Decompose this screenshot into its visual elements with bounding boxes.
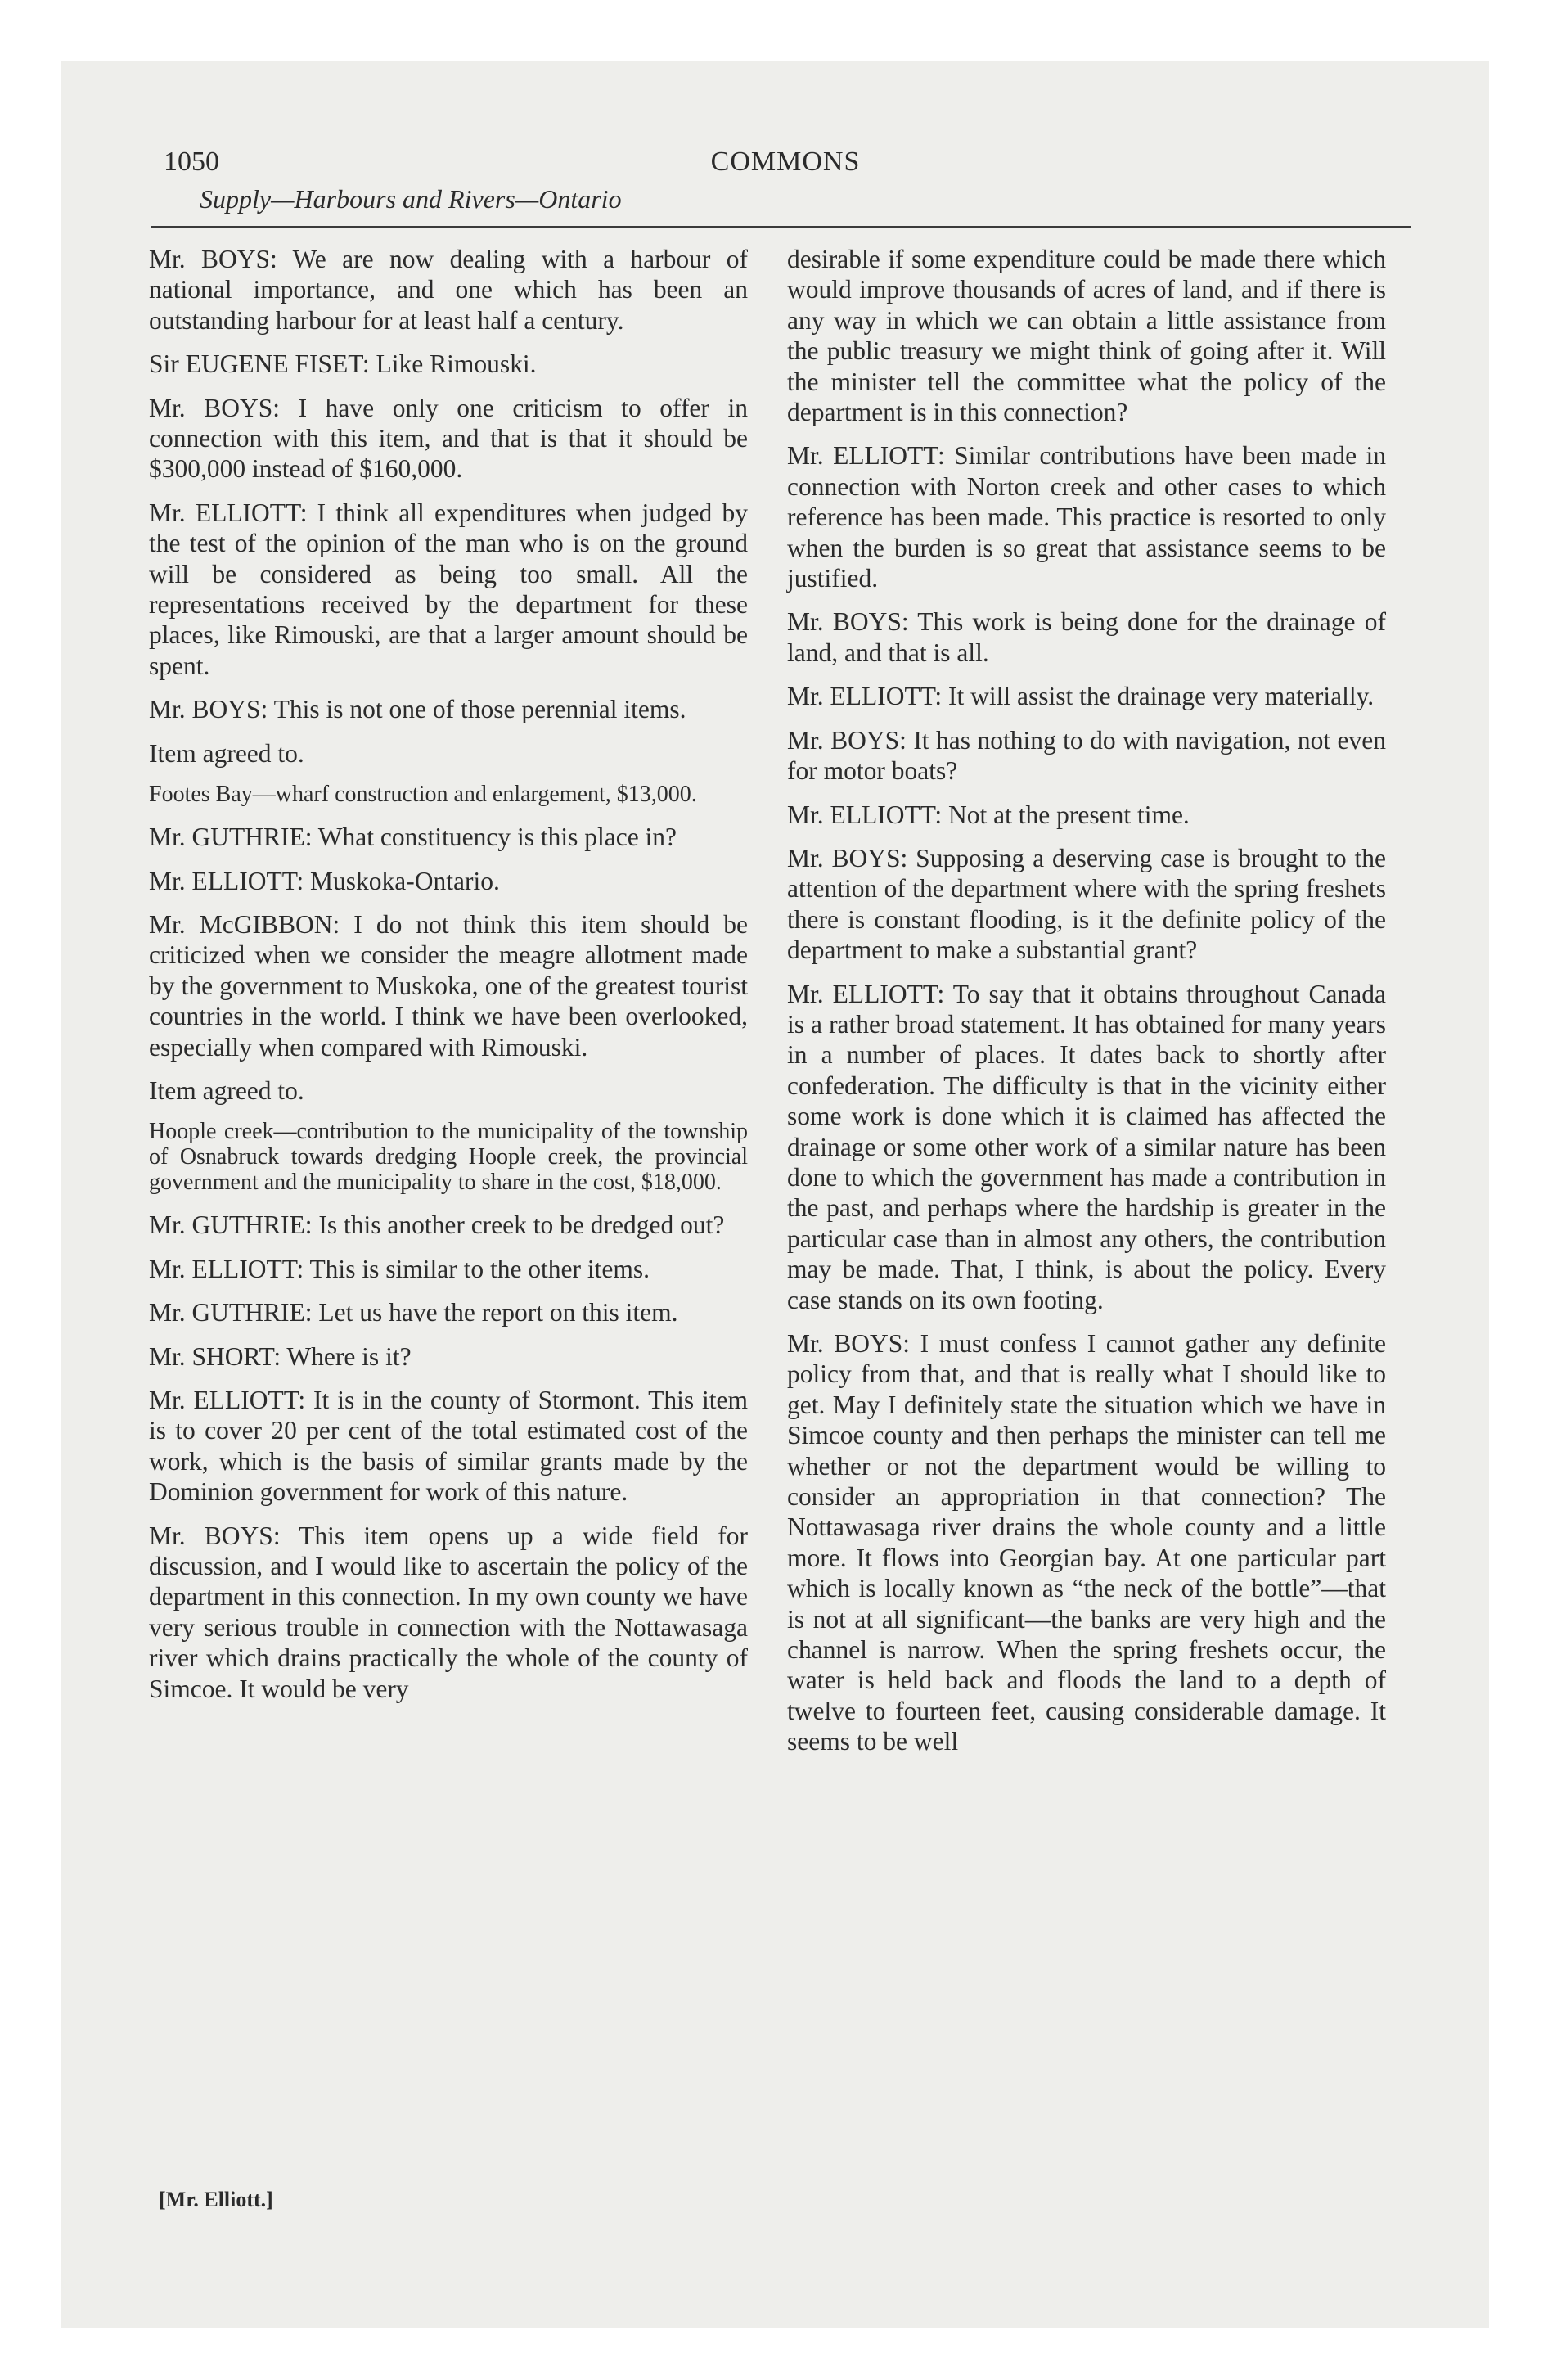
paragraph: Mr. ELLIOTT: I think all expenditures when judged by the test of the opinion of the man who is on the ground will be considered as being too small. All the representations received by the department for these places, like Rimouski, are that a larger amount should be spent.: [149, 498, 748, 680]
paragraph: Mr. BOYS: I have only one criticism to offer in connection with this item, and that is that it should be $300,000 instead of $160,000.: [149, 393, 748, 484]
estimate-item: Hoople creek—contribution to the municipality of the township of Osnabruck towards dredging Hoople creek, the provincial government and the municipality to share in the cost, $18,000.: [149, 1119, 748, 1196]
left-column: [149, 244, 748, 1717]
section-title: Supply—Harbours and Rivers—Ontario: [200, 184, 622, 214]
paragraph: Mr. ELLIOTT: Muskoka-Ontario.: [149, 866, 500, 895]
paragraph: Item agreed to.: [149, 1075, 304, 1105]
paragraph: Mr. BOYS: This item opens up a wide field for discussion, and I would like to ascertain the policy of the department in this connection. In my own county we have very serious trouble in connection with the Nottawasaga river which drains practically the whole of the county of Simcoe. It would be very: [149, 1521, 748, 1703]
paragraph: Mr. BOYS: I must confess I cannot gather any definite policy from that, and that is really what I should like to get. May I definitely state the situation which we have in Simcoe county and then perhaps the minister can tell me whether or not the department would be willing to consider an appropriation in that connection? The Nottawasaga river drains the whole county and a little more. It flows into Georgian bay. At one particular part which is locally known as “the neck of the bottle”—that is not at all significant—the banks are very high and the channel is narrow. When the spring freshets occur, the water is held back and floods the land to a depth of twelve to fourteen feet, causing considerable damage. It seems to be well: [787, 1329, 1386, 1756]
paragraph: Mr. ELLIOTT: It will assist the drainage very materially.: [787, 682, 1375, 711]
paragraph: Mr. SHORT: Where is it?: [149, 1341, 412, 1371]
paragraph: Mr. ELLIOTT: Similar contributions have been made in connection with Norton creek and other cases to which reference has been made. This practice is resorted to only when the burden is so great that assistance seems to be justified.: [787, 441, 1386, 593]
paragraph: Mr. ELLIOTT: It is in the county of Stormont. This item is to cover 20 per cent of the total estimated cost of the work, which is the basis of similar grants made by the Dominion government for work of this nature.: [149, 1385, 748, 1507]
paragraph: Mr. BOYS: This work is being done for the drainage of land, and that is all.: [787, 607, 1386, 667]
page-number: 1050: [164, 146, 219, 177]
paragraph: Mr. ELLIOTT: This is similar to the other items.: [149, 1254, 650, 1283]
paragraph: desirable if some expenditure could be made there which would improve thousands of acres of land, and if there is any way in which we can obtain a little assistance from the public treasury we might think of going after it. Will the minister tell the committee what the policy of the department is in this connection?: [787, 245, 1386, 427]
estimate-item: Footes Bay—wharf construction and enlargement, $13,000.: [149, 782, 697, 808]
paragraph: Mr. BOYS: We are now dealing with a harbour of national importance, and one which has been an outstanding harbour for at least half a century.: [149, 245, 748, 335]
paragraph: Mr. McGIBBON: I do not think this item should be criticized when we consider the meagre allotment made by the government to Muskoka, one of the greatest tourist countries in the world. I think we have been overlooked, especially when compared with Rimouski.: [149, 909, 748, 1062]
paragraph: Mr. GUTHRIE: What constituency is this place in?: [149, 823, 677, 852]
paragraph: Item agreed to.: [149, 738, 304, 768]
header-rule: [151, 226, 1411, 228]
paragraph: Mr. ELLIOTT: To say that it obtains throughout Canada is a rather broad statement. It has obtained for many years in a number of places. It dates back to shortly after confederation. The difficulty is that in the vicinity either some work is done which it is claimed has affected the drainage or some other work of a similar nature has been done to which the government has made a contribution in the past, and perhaps where the hardship is greater in the particular case than in almost any others, the contribution may be made. That, I think, is about the policy. Every case stands on its own footing.: [787, 979, 1386, 1314]
page-header: [164, 146, 1407, 221]
paragraph: Mr. BOYS: It has nothing to do with navigation, not even for motor boats?: [787, 725, 1386, 786]
paragraph: Mr. GUTHRIE: Is this another creek to be dredged out?: [149, 1210, 725, 1240]
speaker-footer: [Mr. Elliott.]: [159, 2188, 273, 2211]
paragraph: Mr. BOYS: Supposing a deserving case is brought to the attention of the department where with the spring freshets there is constant flooding, is it the definite policy of the department to make a substantial grant?: [787, 843, 1386, 965]
paragraph: Mr. ELLIOTT: Not at the present time.: [787, 800, 1190, 829]
paragraph: Mr. BOYS: This is not one of those perennial items.: [149, 695, 686, 724]
running-title: COMMONS: [710, 146, 861, 177]
paragraph: Sir EUGENE FISET: Like Rimouski.: [149, 349, 537, 379]
paragraph: Mr. GUTHRIE: Let us have the report on this item.: [149, 1298, 678, 1327]
right-column: [787, 244, 1386, 1770]
